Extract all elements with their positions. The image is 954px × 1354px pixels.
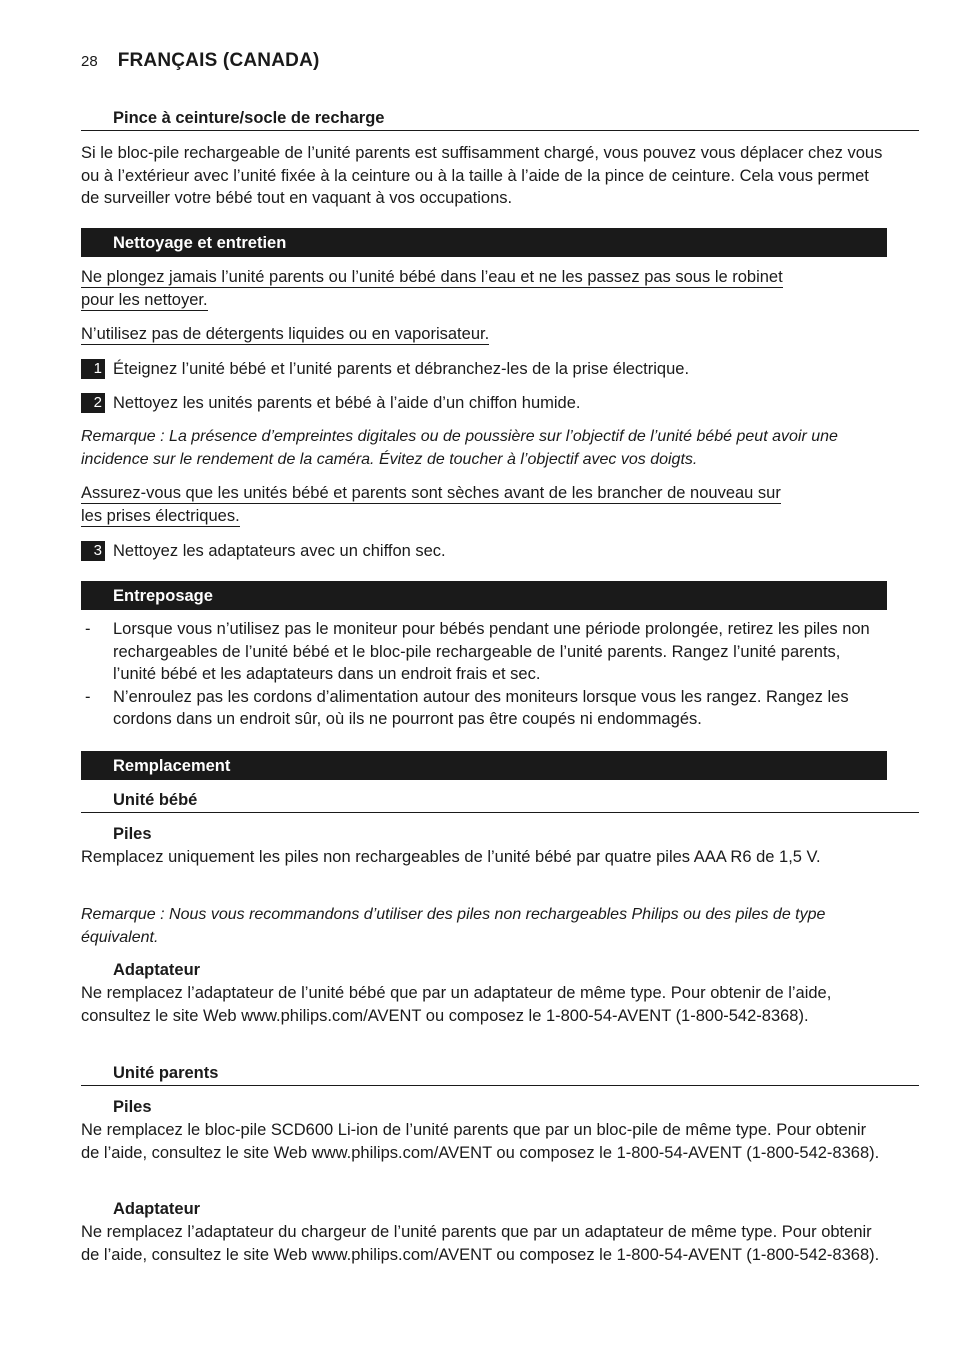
language-title: FRANÇAIS (CANADA) xyxy=(117,50,320,71)
belt-clip-heading: Pince à ceinture/socle de recharge xyxy=(81,108,919,131)
baby-batteries-text: Remplacez uniquement les piles non rechargeables de l’unité bébé par quatre piles AAA R6 de 1,5 V. xyxy=(81,848,821,866)
cleaning-step-2 xyxy=(81,392,887,414)
baby-adapter-text: Ne remplacez l’adaptateur de l’unité bébé que par un adaptateur de même type. Pour obtenir de l’aide, consultez le site Web www.philips.com/AVENT ou composez le 1-800-54-AVENT (1-800-542-8368). xyxy=(81,984,832,1025)
page-header xyxy=(81,50,320,72)
cleaning-step-1 xyxy=(81,358,887,380)
parent-batteries-text: Ne remplacez le bloc-pile SCD600 Li-ion de l’unité parents que par un bloc-pile de même type. Pour obtenir de l’aide, consultez le site Web www.philips.com/AVENT ou composez le 1-800-54-AVENT (1-800-542-8368). xyxy=(81,1121,880,1162)
cleaning-warning-2 xyxy=(81,323,887,346)
storage-list xyxy=(81,618,887,731)
cleaning-note: Remarque : La présence d’empreintes digitales ou de poussière sur l’objectif de l’unité bébé peut avoir une incidence sur le rendement de la caméra. Évitez de toucher à l’objectif avec vos doigts. xyxy=(81,428,838,468)
step-number: 3 xyxy=(81,541,105,561)
baby-unit-heading: Unité bébé xyxy=(81,790,919,813)
parent-batteries-heading: Piles xyxy=(113,1098,152,1116)
warning-1-line-2: pour les nettoyer. xyxy=(81,291,208,309)
baby-batteries-note: Remarque : Nous vous recommandons d’utiliser des piles non rechargeables Philips ou des piles de type équivalent. xyxy=(81,906,826,946)
step-number: 2 xyxy=(81,393,105,413)
baby-adapter-heading: Adaptateur xyxy=(113,961,201,979)
belt-clip-text: Si le bloc-pile rechargeable de l’unité parents est suffisamment chargé, vous pouvez vous déplacer chez vous ou à l’extérieur avec l’unité fixée à la ceinture ou à la taille à l’aide de la pince de ceinture. Cela vous permet de surveiller votre bébé tout en vaquant à vos occupations. xyxy=(81,144,883,207)
warning-1-line-1: Ne plongez jamais l’unité parents ou l’unité bébé dans l’eau et ne les passez pas sous le robinet xyxy=(81,268,783,286)
warning-2-text: N’utilisez pas de détergents liquides ou en vaporisateur. xyxy=(81,325,490,343)
storage-section-bar: Entreposage xyxy=(81,581,887,610)
parent-adapter-heading: Adaptateur xyxy=(113,1200,201,1218)
step-text: Nettoyez les unités parents et bébé à l’aide d’un chiffon humide. xyxy=(113,394,581,412)
cleaning-warning-3 xyxy=(81,482,887,528)
list-item: - Lorsque vous n’utilisez pas le moniteur pour bébés pendant une période prolongée, retirez les piles non rechargeables de l’unité bébé et le bloc-pile rechargeable de l’unité parents. Rangez l’unité parents, l’unité bébé et les adaptateurs dans un endroit frais et sec. xyxy=(81,618,887,686)
parent-unit-heading: Unité parents xyxy=(81,1063,919,1086)
step-number: 1 xyxy=(81,359,105,379)
cleaning-warning-1 xyxy=(81,266,887,312)
parent-adapter-text: Ne remplacez l’adaptateur du chargeur de l’unité parents que par un adaptateur de même type. Pour obtenir de l’aide, consultez le site Web www.philips.com/AVENT ou composez le 1-800-54-AVENT (1-800-542-8368). xyxy=(81,1223,880,1264)
cleaning-section-bar: Nettoyage et entretien xyxy=(81,228,887,257)
step-text: Nettoyez les adaptateurs avec un chiffon sec. xyxy=(113,542,446,560)
cleaning-step-3 xyxy=(81,540,887,562)
list-item: - N’enroulez pas les cordons d’alimentation autour des moniteurs lorsque vous les rangez. Rangez les cordons dans un endroit sûr, où ils ne pourront pas être coupés ni endommagés. xyxy=(81,686,887,731)
baby-batteries-heading: Piles xyxy=(113,825,152,843)
step-text: Éteignez l’unité bébé et l’unité parents et débranchez-les de la prise électrique. xyxy=(113,360,690,378)
warning-3-line-2: les prises électriques. xyxy=(81,507,240,525)
replacement-section-bar: Remplacement xyxy=(81,751,887,780)
page-number: 28 xyxy=(81,53,98,70)
warning-3-line-1: Assurez-vous que les unités bébé et parents sont sèches avant de les brancher de nouveau sur xyxy=(81,484,781,502)
